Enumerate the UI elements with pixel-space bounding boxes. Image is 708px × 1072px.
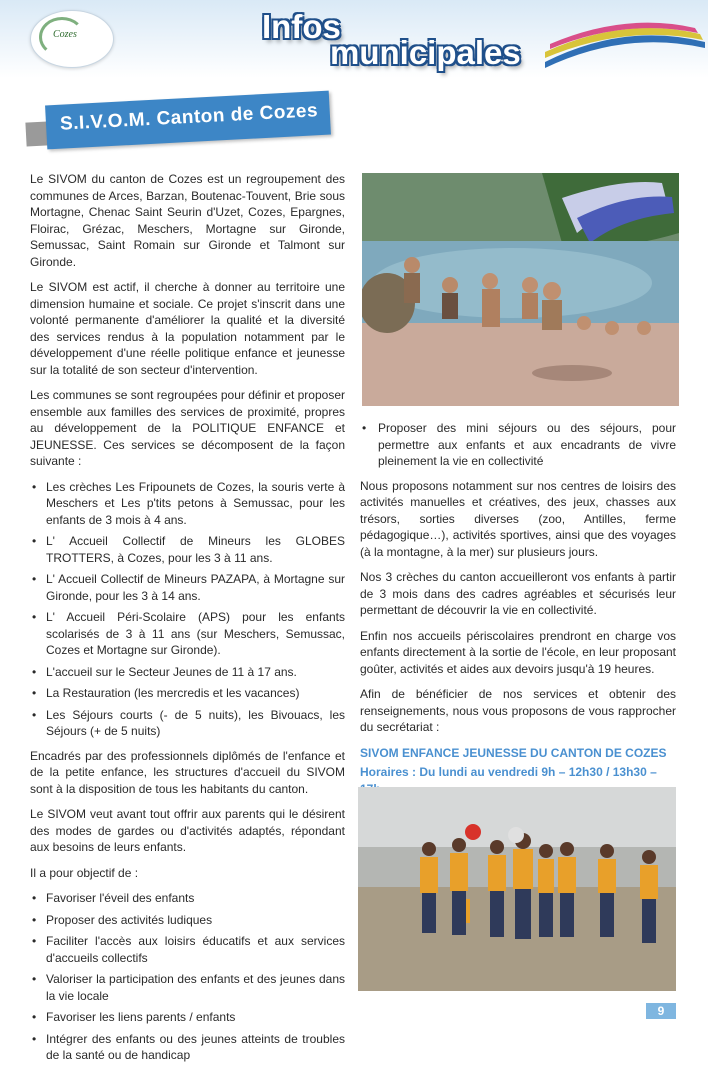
- list-item: • Favoriser l'éveil des enfants: [32, 891, 195, 905]
- objectives-list: [30, 890, 345, 1064]
- list-item: • L'accueil sur le Secteur Jeunes de 11 à 17 ans.: [32, 664, 297, 679]
- list-item: • Les Séjours courts (- de 5 nuits), les Bivouacs, les Séjours (+ de 5 nuits): [32, 707, 345, 738]
- mission-paragraph: Le SIVOM est actif, il cherche à donner au territoire une dimension humaine et sociale. Ce projet s'inscrit dans une volonté permanente d'améliorer la qualité et la diversité des services rendus à la population notamment par le développement d'une réelle politique enfance et jeunesse sur la totalité de son secteur d'intervention.: [30, 280, 345, 377]
- page-number: 9: [646, 1003, 676, 1019]
- list-item: • Les crèches Les Fripounets de Cozes, la souris verte à Meschers et Les p'tits petons à Semussac, pour les enfants de 3 mois à 4 ans.: [32, 479, 345, 527]
- contact-name: SIVOM ENFANCE JEUNESSE DU CANTON DE COZES: [360, 745, 667, 760]
- parents-paragraph: Le SIVOM veut avant tout offrir aux parents qui le désirent des modes de gardes ou d'activités adaptés, répondant aux besoins de leurs enfants.: [30, 807, 345, 854]
- list-item: • Valoriser la participation des enfants et des jeunes dans la vie locale: [32, 972, 345, 1003]
- services-intro: Les communes se sont regroupées pour définir et proposer ensemble aux familles des services de proximité, propres au développement de la POLITIQUE ENFANCE et JEUNESSE. Ces services se décomposent de la façon suivante :: [30, 388, 345, 468]
- list-item: • L' Accueil Collectif de Mineurs PAZAPA, à Mortagne sur Gironde, pour les 3 à 14 ans.: [32, 572, 345, 603]
- list-item: • L' Accueil Péri-Scolaire (APS) pour les enfants scolarisés de 3 à 11 ans (sur Meschers, Semussac, Cozes et Mortagne sur Gironde).: [32, 610, 345, 657]
- list-item: • Proposer des activités ludiques: [32, 912, 213, 927]
- pool-photo: [362, 173, 679, 406]
- list-item: • Proposer des mini séjours ou des séjours, pour permettre aux enfants et aux encadrants de vivre pleinement la vie en collectivité: [362, 421, 676, 468]
- staff-paragraph: Encadrés par des professionnels diplômés de l'enfance et de la petite enfance, les structures d'accueil du SIVOM sont à la disposition de tous les habitants du canton.: [30, 748, 345, 796]
- nursery-paragraph: Nos 3 crèches du canton accueilleront vos enfants à partir de 3 mois dans des cadres agréables et sécurisés leur permettant de découvrir la vie en collectivité.: [360, 570, 676, 617]
- list-item: • L' Accueil Collectif de Mineurs les GLOBES TROTTERS, à Cozes, pour les 3 à 11 ans.: [32, 534, 345, 565]
- beach-group-photo: [358, 787, 676, 991]
- title-line1: Infos: [262, 8, 341, 45]
- section-title: S.I.V.O.M. Canton de Cozes: [59, 100, 319, 135]
- activities-paragraph: Nous proposons notamment sur nos centres de loisirs des activités manuelles et créatives, des jeux, chasses aux trésors, sorties diverses (zoo, Antilles, ferme pédagogique…), activités sportives, ainsi que des voyages (à la montagne, à la mer) sur plusieurs jours.: [360, 478, 676, 559]
- list-item: • Faciliter l'accès aux loisirs éducatifs et aux services d'accueils collectifs: [32, 934, 345, 965]
- list-item: • La Restauration (les mercredis et les vacances): [32, 686, 300, 700]
- right-column: [360, 420, 676, 839]
- section-title-bar: [45, 91, 331, 150]
- stays-list: [360, 420, 676, 470]
- services-list: [30, 479, 345, 740]
- logo-text: Cozes: [53, 29, 77, 40]
- objectives-intro: Il a pour objectif de :: [30, 865, 139, 880]
- list-item: • Intégrer des enfants ou des jeunes atteints de troubles de la santé ou de handicap: [32, 1031, 345, 1062]
- cozes-logo: [30, 10, 114, 68]
- contact-hours: Horaires : Du lundi au vendredi 9h – 12h30 / 13h30 –: [360, 765, 657, 779]
- contact-intro: Afin de bénéficier de nos services et obtenir des renseignements, nous vous proposons de vous rapprocher du secrétariat :: [360, 687, 676, 734]
- list-item: • Favoriser les liens parents / enfants: [32, 1010, 236, 1024]
- rainbow-swoosh-graphic: [545, 22, 705, 72]
- title-line2: municipales: [330, 34, 521, 71]
- intro-paragraph: Le SIVOM du canton de Cozes est un regroupement des communes de Arces, Barzan, Boutenac-Touvent, Brie sous Mortagne, Chenac Saint Seurin d'Uzet, Cozes, Epargnes, Floirac, Grézac, Meschers, Mortagne sur Gironde, Semussac, Saint Romain sur Gironde et Talmont sur Gironde.: [30, 172, 345, 269]
- left-column: [30, 171, 345, 1072]
- page-header: [0, 0, 708, 78]
- afterschool-paragraph: Enfin nos accueils périscolaires prendront en charge vos enfants directement à la sortie de l'école, en leur proposant goûter, activités et aides aux devoirs jusqu'à 19 heures.: [360, 628, 676, 676]
